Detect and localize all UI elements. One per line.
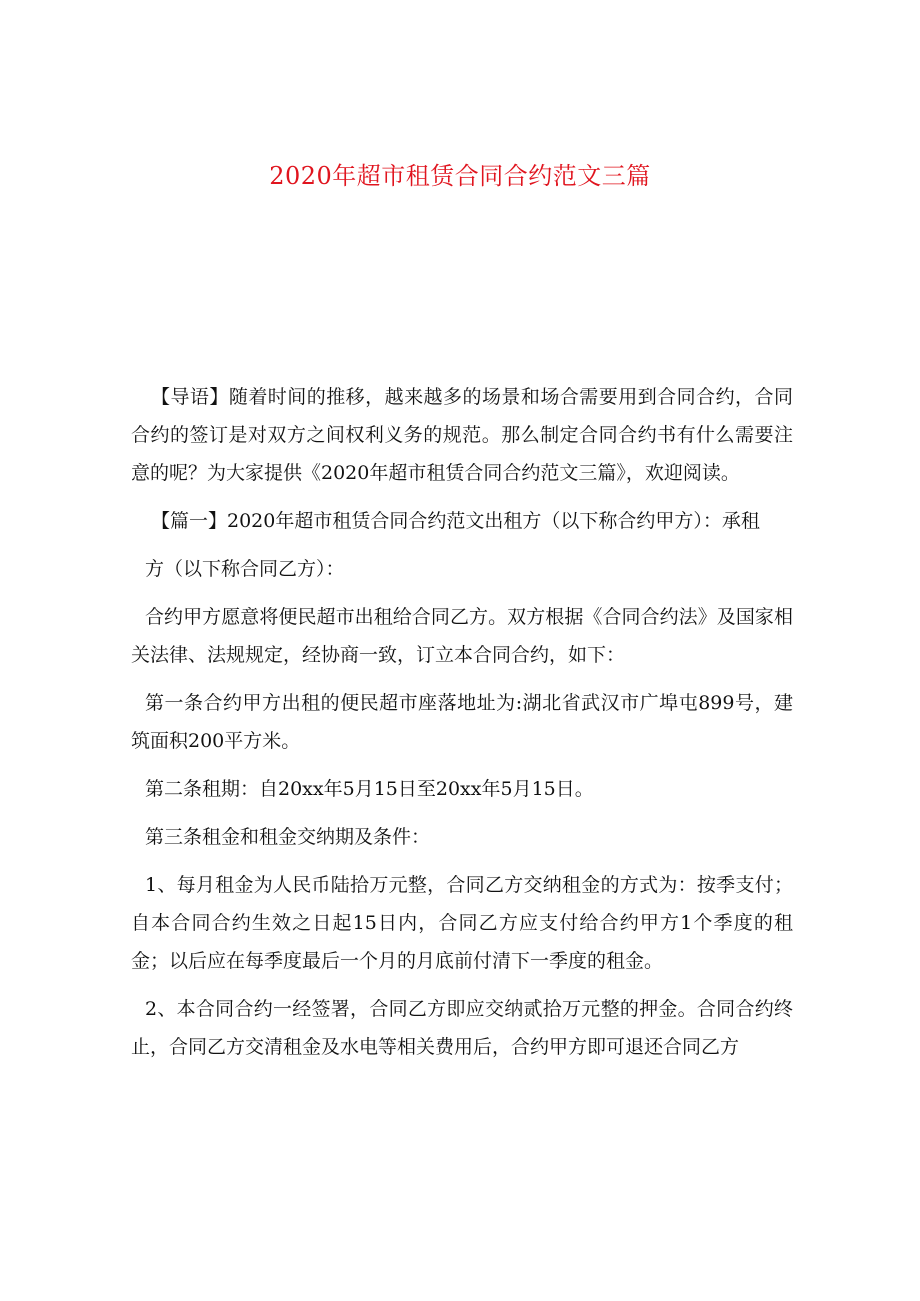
paragraph-clause-one: 1、每月租金为人民币陆拾万元整，合同乙方交纳租金的方式为：按季支付；自本合同合约生效之日起15日内，合同乙方应支付给合约甲方1个季度的租金；以后应在每季度最后一个月的月底前付清下一季度的租金。 xyxy=(131,874,793,972)
paragraph-part-one-heading: 【篇一】2020年超市租赁合同合约范文出租方（以下称合约甲方）：承租 xyxy=(151,510,760,532)
paragraph-article-three: 第三条租金和租金交纳期及条件： xyxy=(145,826,431,848)
paragraph-agreement: 合约甲方愿意将便民超市出租给合同乙方。双方根据《合同合约法》及国家相关法律、法规规定，经协商一致，订立本合同合约，如下： xyxy=(131,606,793,666)
paragraph-article-one: 第一条合约甲方出租的便民超市座落地址为:湖北省武汉市广埠屯899号，建筑面积200平方米。 xyxy=(131,692,793,752)
paragraph-article-two: 第二条租期：自20xx年5月15日至20xx年5月15日。 xyxy=(145,778,594,800)
document-title: 2020年超市租赁合同合约范文三篇 xyxy=(269,162,651,190)
document-body xyxy=(131,378,793,1076)
paragraph-clause-two: 2、本合同合约一经签署，合同乙方即应交纳贰拾万元整的押金。合同合约终止，合同乙方交清租金及水电等相关费用后，合约甲方即可退还合同乙方 xyxy=(131,998,793,1058)
paragraph-intro: 【导语】随着时间的推移，越来越多的场景和场合需要用到合同合约，合同合约的签订是对双方之间权利义务的规范。那么制定合同合约书有什么需要注意的呢？为大家提供《2020年超市租赁合同合约范文三篇》，欢迎阅读。 xyxy=(131,386,793,484)
paragraph-lessee: 方（以下称合同乙方）： xyxy=(145,558,345,580)
